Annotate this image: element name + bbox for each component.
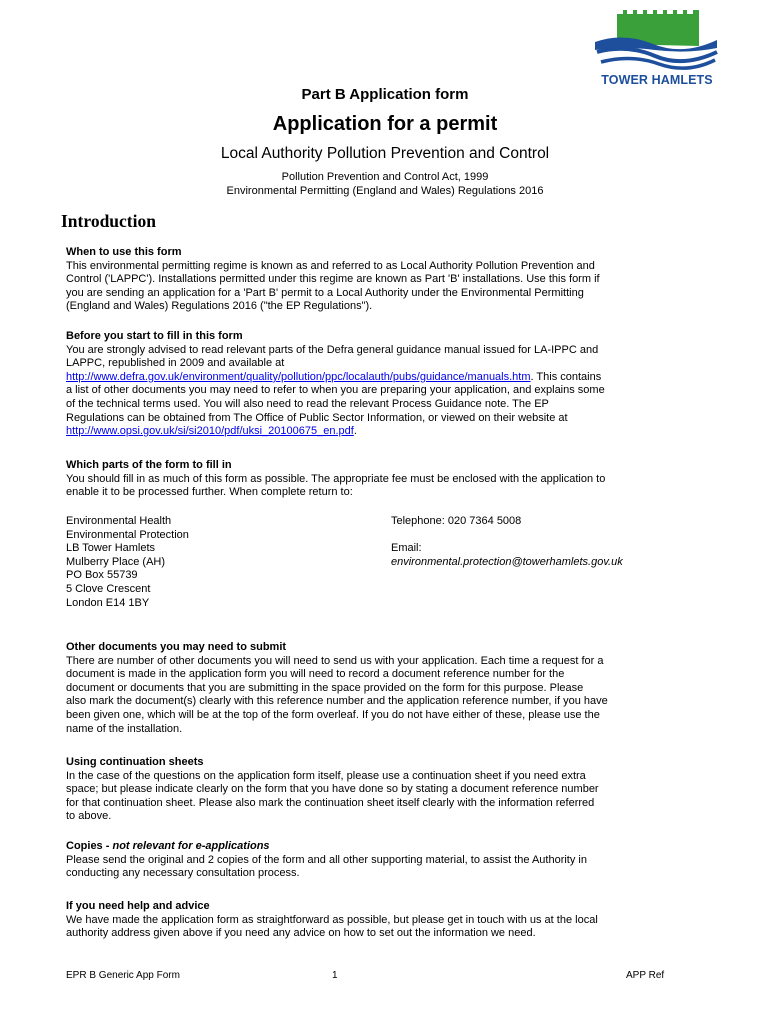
section-heading: When to use this form <box>66 246 182 258</box>
footer-form-name: EPR B Generic App Form <box>66 970 180 981</box>
legislation-regulations: Environmental Permitting (England and Wales) Regulations 2016 <box>226 185 544 197</box>
section-heading: If you need help and advice <box>66 900 210 912</box>
paragraph-line: a list of other documents you may need to refer to when you are preparing your application, and explains some <box>66 384 605 397</box>
paragraph-line: enable it to be processed further. When complete return to: <box>66 486 353 499</box>
paragraph-line: for that continuation sheet. Please also mark the continuation sheet itself clearly with the information referred <box>66 796 595 809</box>
paragraph-text: . This contains <box>530 370 602 383</box>
paragraph-text: . <box>353 425 357 438</box>
paragraph-line: You should fill in as much of this form as possible. The appropriate fee must be enclosed with the application to <box>66 472 606 485</box>
paragraph-line: to above. <box>66 810 112 823</box>
logo-text: TOWER HAMLETS <box>601 73 713 87</box>
section-which-parts <box>66 459 706 500</box>
paragraph-line: of the technical terms used. You will also need to read the relevant Process Guidance note. The EP <box>66 397 549 410</box>
tower-hamlets-logo <box>593 6 721 88</box>
paragraph-line: Regulations can be obtained from The Office of Public Sector Information, or viewed on their website at <box>66 411 568 424</box>
contact-details <box>391 515 711 569</box>
opsi-regulations-link[interactable]: http://www.opsi.gov.uk/si/si2010/pdf/uksi_20100675_en.pdf <box>66 425 354 438</box>
defra-guidance-link[interactable]: http://www.defra.gov.uk/environment/quality/pollution/ppc/localauth/pubs/guidance/manuals.htm <box>66 370 531 383</box>
paragraph-line: document is made in the application form you will need to record a document reference number for the <box>66 668 565 681</box>
telephone: Telephone: 020 7364 5008 <box>391 515 522 527</box>
section-heading: Other documents you may need to submit <box>66 641 287 653</box>
section-other-documents <box>66 641 706 736</box>
address-line: Environmental Protection <box>66 528 189 541</box>
section-help <box>66 900 706 941</box>
address-line: PO Box 55739 <box>66 569 138 582</box>
paragraph-line: space; but please indicate clearly on the form that you have done so by stating a document reference number <box>66 783 599 796</box>
paragraph-line: conducting any necessary consultation process. <box>66 867 300 880</box>
section-heading: Which parts of the form to fill in <box>66 459 232 471</box>
email-label: Email: <box>391 542 422 555</box>
paragraph-line: LAPPC, republished in 2009 and available at <box>66 357 285 370</box>
address-line: Environmental Health <box>66 515 172 527</box>
section-when-to-use <box>66 246 706 314</box>
page-subtitle: Local Authority Pollution Prevention and Control <box>220 145 550 162</box>
section-heading: Copies - not relevant for e-applications <box>66 840 270 852</box>
logo-graphic <box>593 6 721 74</box>
copies-note: not relevant for e-applications <box>112 840 270 852</box>
page-title: Application for a permit <box>272 113 498 135</box>
paragraph-line: In the case of the questions on the application form itself, please use a continuation sheet if you need extra <box>66 769 586 782</box>
section-continuation-sheets <box>66 756 706 824</box>
paragraph-line: authority address given above if you need any advice on how to set out the information we need. <box>66 927 536 940</box>
address-line: London E14 1BY <box>66 596 150 609</box>
paragraph-line: There are number of other documents you will need to send us with your application. Each time a request for a <box>66 654 604 667</box>
address-line: LB Tower Hamlets <box>66 542 156 555</box>
paragraph-line <box>66 425 706 439</box>
paragraph-line: You are strongly advised to read relevant parts of the Defra general guidance manual issued for LA-IPPC and <box>66 343 599 356</box>
paragraph-line: you are sending an application for a 'Part B' permit to a Local Authority under the Environmental Permitting <box>66 286 584 299</box>
paragraph-line: (England and Wales) Regulations 2016 ("the EP Regulations"). <box>66 300 373 313</box>
paragraph-line <box>66 371 706 385</box>
email-address: environmental.protection@towerhamlets.gov.uk <box>391 555 623 568</box>
paragraph-line: We have made the application form as straightforward as possible, but please get in touch with us at the local <box>66 913 598 926</box>
paragraph-line: been given one, which will be at the top of the form overleaf. If you do not have either of these, please use the <box>66 708 600 721</box>
address-line: Mulberry Place (AH) <box>66 555 166 568</box>
paragraph-line: name of the installation. <box>66 722 183 735</box>
section-copies <box>66 840 706 881</box>
copies-heading: Copies <box>66 840 103 852</box>
paragraph-line: also mark the document(s) clearly with this reference number and the application reference number, if you have <box>66 695 608 708</box>
address-line: 5 Clove Crescent <box>66 582 151 595</box>
return-address <box>66 515 366 610</box>
legislation-act: Pollution Prevention and Control Act, 1999 <box>281 171 489 183</box>
section-heading: Using continuation sheets <box>66 756 204 768</box>
form-part-heading: Part B Application form <box>301 86 469 103</box>
introduction-heading: Introduction <box>61 211 156 231</box>
paragraph-line: This environmental permitting regime is known as and referred to as Local Authority Pollution Prevention and <box>66 259 595 272</box>
footer-page-number: 1 <box>332 970 338 981</box>
section-before-you-start <box>66 330 706 439</box>
section-heading: Before you start to fill in this form <box>66 330 243 342</box>
paragraph-line: Please send the original and 2 copies of the form and all other supporting material, to assist the Authority in <box>66 853 587 866</box>
paragraph-line: Control ('LAPPC'). Installations permitted under this regime are known as Part 'B' installations. Use this form if <box>66 273 600 286</box>
footer-app-ref: APP Ref <box>626 970 665 981</box>
paragraph-line: document or documents that you are submitting in the space provided on the form for this purpose. Please <box>66 681 584 694</box>
